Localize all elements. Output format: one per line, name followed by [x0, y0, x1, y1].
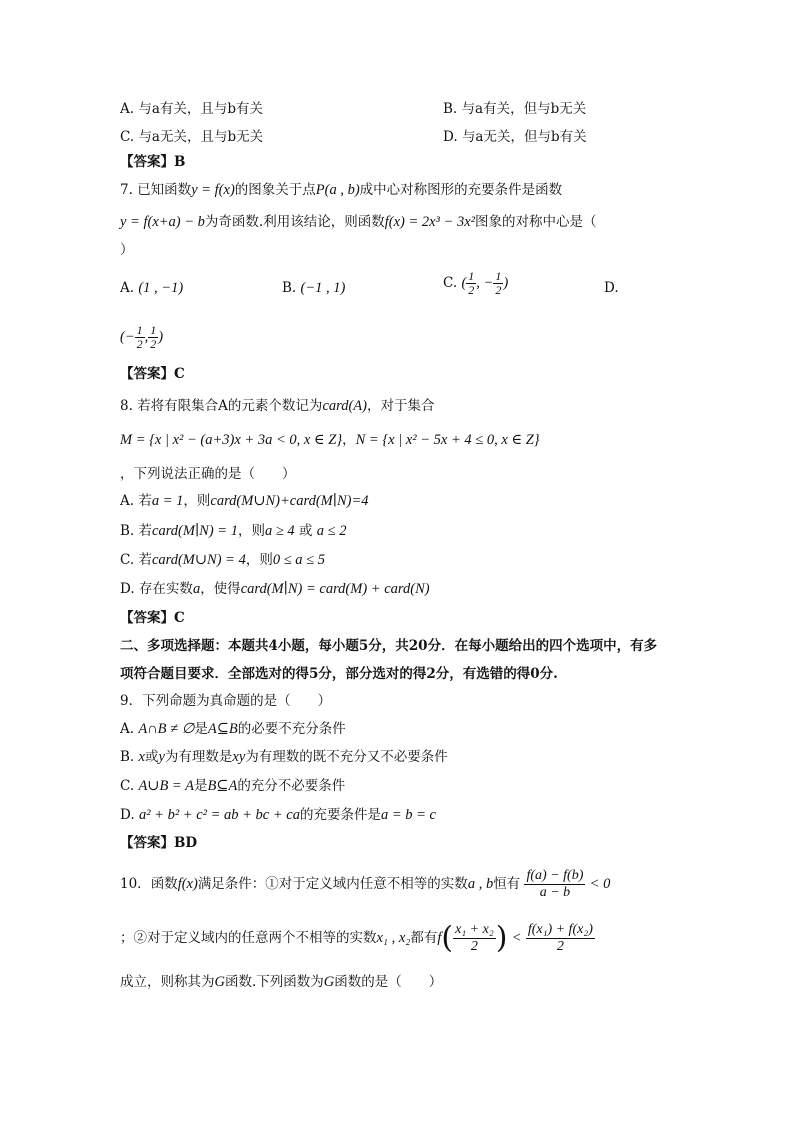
q9-option-c: C. A∪B = A是B⊆A的充分不必要条件	[120, 778, 346, 794]
q8-sets: M = {x | x² − (a+3)x + 3a < 0, x ∈ Z}，N = {x | x² − 5x + 4 ≤ 0, x ∈ Z}	[120, 432, 540, 448]
q7-stem-line2: y = f(x+a) − b为奇函数.利用该结论，则函数f(x) = 2x³ − 3x²图象的对称中心是（	[120, 214, 597, 230]
q9-option-a: A. A∩B ≠ ∅是A⊆B的必要不充分条件	[120, 721, 346, 737]
q10-left-paren: (	[441, 920, 454, 956]
q6-answer: 【答案】B	[120, 154, 186, 170]
q9-stem: 9．下列命题为真命题的是（ ）	[120, 693, 332, 709]
q8-option-a: A. 若a = 1，则card(M∪N)+card(M∣N)=4	[120, 493, 369, 509]
section2-heading-line1: 二、多项选择题：本题共4小题，每小题5分，共20分．在每小题给出的四个选项中，有多	[120, 638, 658, 654]
q10-fraction-2: $\frac{\text{x₁ + x₂}}{2}$	[455, 922, 494, 954]
q8-option-b: B. 若card(M∣N) = 1，则a ≥ 4 或 a ≤ 2	[120, 523, 347, 539]
q7-stem-close: ）	[120, 242, 134, 258]
q7-answer: 【答案】C	[120, 366, 185, 382]
q8-option-c: C. 若card(M∪N) = 4，则0 ≤ a ≤ 5	[120, 552, 325, 568]
q6-option-d: D. 与a无关，但与b有关	[443, 129, 587, 145]
q9-option-d: D. a² + b² + c² = ab + bc + ca的充要条件是a = b = c	[120, 807, 436, 823]
q7-option-b: B. (−1 , 1)	[282, 280, 346, 296]
q10-stem-line3: 成立，则称其为G函数.下列函数为G函数的是（ ）	[120, 974, 443, 990]
q7-option-d-frac1: $\frac{1}{2}$	[136, 323, 143, 351]
q8-option-d: D. 存在实数a，使得card(M∣N) = card(M) + card(N)	[120, 581, 430, 597]
q7-option-c: C. ( $\frac{1}{2}$ , − $\frac{1}{2}$ )	[443, 269, 509, 297]
q10-fraction-3: $\frac{\text{f(x₁) + f(x₂)}}{2}$	[527, 922, 593, 954]
q10-right-paren: )	[495, 920, 508, 956]
q6-option-a: A. 与a有关，且与b有关	[120, 101, 264, 117]
q7-stem-line1: 7. 已知函数y = f(x)的图象关于点P(a , b)成中心对称图形的充要条件是函数	[120, 182, 563, 198]
q7-option-c-frac1: $\frac{1}{2}$	[468, 269, 475, 297]
section2-heading-line2: 项符合题目要求．全部选对的得5分，部分选对的得2分，有选错的得0分.	[120, 666, 558, 682]
q10-stem-line2: ；②对于定义域内的任意两个不相等的实数x₁ , x₂都有f( $\frac{\text{x₁ + x₂}}{2}$ ) < $\frac{\text{f(x₁) + f(x₂)}}{2}$	[120, 920, 593, 956]
q8-stem-line3: ，下列说法正确的是（ ）	[120, 466, 296, 482]
q10-fraction-1: $\frac{f(a) - f(b)}{a - b}$	[526, 868, 584, 900]
q8-stem-line1: 8. 若将有限集合A的元素个数记为card(A)，对于集合	[120, 398, 435, 414]
q7-option-c-frac2: $\frac{1}{2}$	[495, 269, 502, 297]
q7-option-a: A. (1 , −1)	[120, 280, 184, 296]
q9-option-b: B. x或y为有理数是xy为有理数的既不充分又不必要条件	[120, 749, 448, 765]
q7-option-d-frac2: $\frac{1}{2}$	[150, 323, 157, 351]
q7-option-d-label: D.	[604, 280, 619, 296]
q6-option-c: C. 与a无关，且与b无关	[120, 129, 264, 145]
q8-answer: 【答案】C	[120, 610, 185, 626]
q9-answer: 【答案】BD	[120, 835, 198, 851]
q10-stem-line1: 10．函数f(x)满足条件：①对于定义域内任意不相等的实数a , b恒有 $\frac{f(a) - f(b)}{a - b}$ < 0	[120, 868, 611, 900]
q7-option-d: (− $\frac{1}{2}$ , $\frac{1}{2}$ )	[120, 323, 164, 351]
q6-option-b: B. 与a有关，但与b无关	[443, 101, 587, 117]
